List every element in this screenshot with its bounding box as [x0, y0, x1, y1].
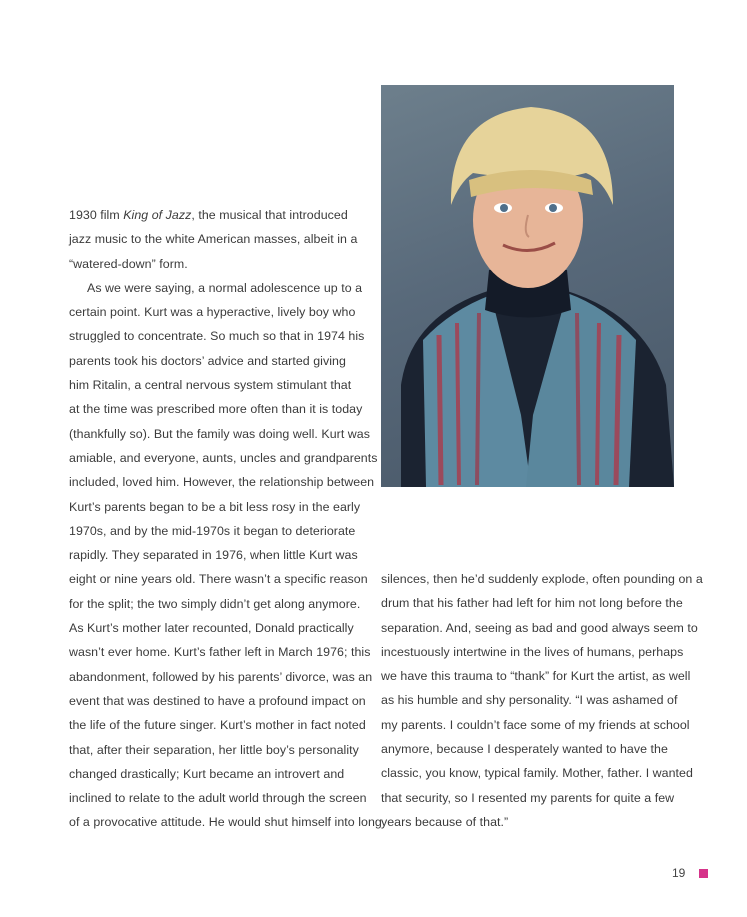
text-line: changed drastically; Kurt became an introvert and: [69, 766, 345, 781]
text-line: the life of the future singer. Kurt’s mother in fact noted: [69, 718, 366, 733]
text-line: amiable, and everyone, aunts, uncles and grandparents: [69, 450, 378, 465]
text-line: abandonment, followed by his parents’ divorce, was an: [69, 669, 373, 684]
text-line: parents took his doctors’ advice and started giving: [69, 353, 346, 368]
text-line: jazz music to the white American masses, albeit in a: [69, 232, 358, 247]
text-line: “watered-down” form.: [69, 256, 188, 271]
text-line: rapidly. They separated in 1976, when little Kurt was: [69, 548, 358, 563]
text-line: separation. And, seeing as bad and good always seem to: [381, 620, 698, 635]
text-line: [69, 203, 369, 227]
text-line: silences, then he’d suddenly explode, often pounding on a: [381, 572, 703, 586]
text-line: wasn’t ever home. Kurt’s father left in March 1976; this: [69, 645, 371, 660]
text-line: that, after their separation, her little boy’s personality: [69, 742, 359, 757]
text-line: Kurt’s parents began to be a bit less rosy in the early: [69, 499, 361, 514]
text-line: anymore, because I desperately wanted to have the: [381, 742, 668, 757]
paragraph-first-line: As we were saying, a normal adolescence up to a: [87, 280, 363, 295]
page-number: 19: [672, 866, 686, 880]
text-line: As Kurt’s mother later recounted, Donald practically: [69, 621, 354, 636]
text-line: we have this trauma to “thank” for Kurt the artist, as well: [381, 669, 691, 684]
page-accent-square: [699, 869, 708, 878]
text-line: certain point. Kurt was a hyperactive, lively boy who: [69, 305, 356, 320]
text-line: for the split; the two simply didn’t get along anymore.: [69, 596, 361, 611]
text-run: , the musical that introduced: [191, 208, 348, 222]
left-text-column: [69, 203, 382, 835]
text-line: as his humble and shy personality. “I was ashamed of: [381, 693, 678, 708]
text-line: years because of that.”: [381, 814, 509, 829]
text-line: classic, you know, typical family. Mother, father. I wanted: [381, 766, 693, 781]
text-line: him Ritalin, a central nervous system stimulant that: [69, 378, 352, 393]
film-title-italic: King of Jazz: [123, 208, 192, 222]
text-line: struggled to concentrate. So much so that in 1974 his: [69, 329, 365, 344]
text-line: at the time was prescribed more often than it is today: [69, 402, 363, 417]
text-line: of a provocative attitude. He would shut himself into long: [69, 815, 382, 830]
text-line: 1970s, and by the mid-1970s it began to deteriorate: [69, 523, 356, 538]
text-line: incestuously intertwine in the lives of humans, perhaps: [381, 644, 684, 659]
text-line: that security, so I resented my parents for quite a few: [381, 790, 675, 805]
text-line: event that was destined to have a profound impact on: [69, 693, 366, 708]
text-line: my parents. I couldn’t face some of my friends at school: [381, 717, 690, 732]
text-line: (thankfully so). But the family was doing well. Kurt was: [69, 426, 370, 441]
right-text-column: [381, 567, 703, 834]
text-line: eight or nine years old. There wasn’t a specific reason: [69, 572, 368, 587]
portrait-illustration: [381, 85, 674, 487]
text-line: inclined to relate to the adult world through the screen: [69, 791, 367, 806]
text-line: included, loved him. However, the relationship between: [69, 475, 375, 490]
text-line: drum that his father had left for him not long before the: [381, 596, 683, 611]
child-portrait-photo: [381, 85, 674, 487]
text-run: 1930 film: [69, 208, 124, 222]
